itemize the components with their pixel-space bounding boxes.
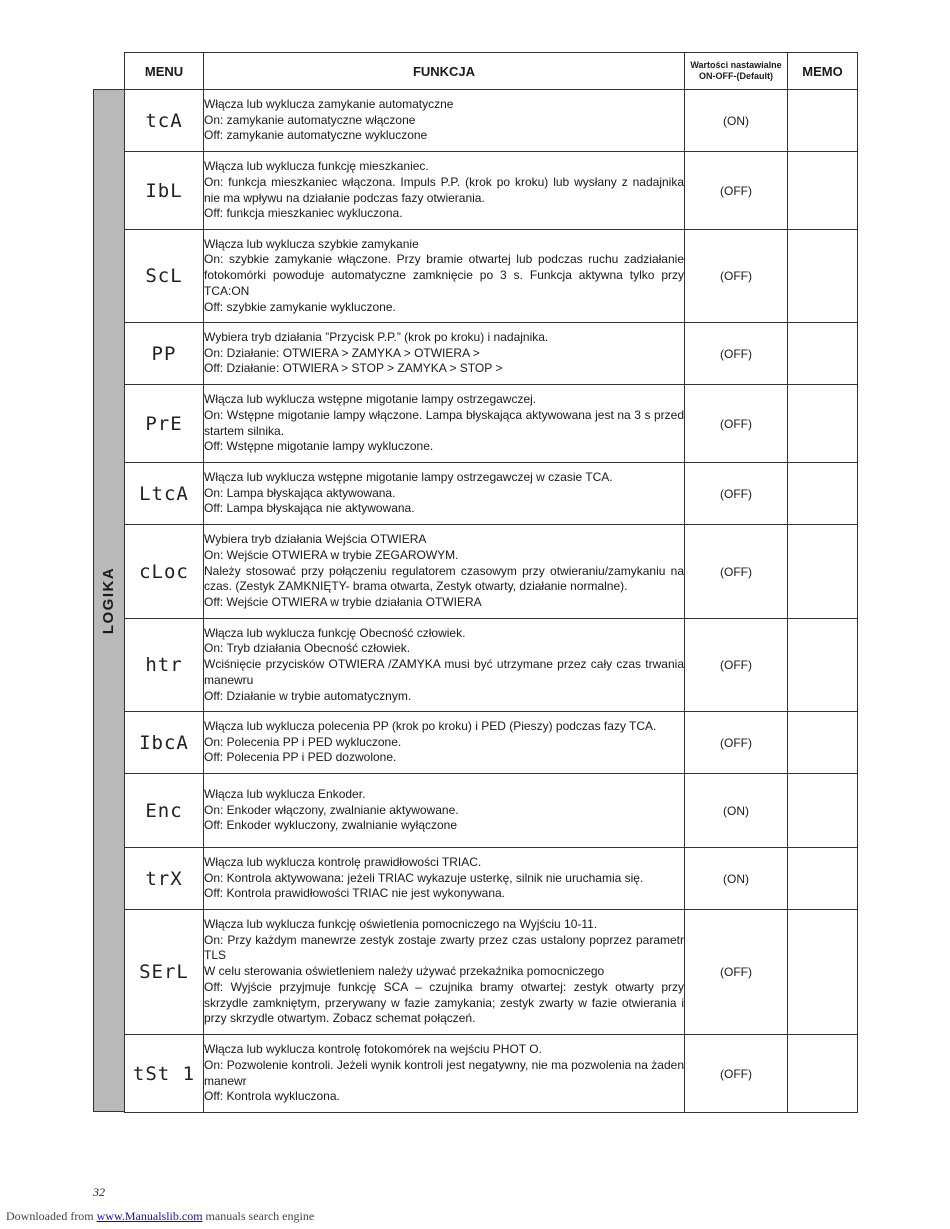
side-category-label: LOGIKA bbox=[100, 566, 118, 635]
default-value: (ON) bbox=[685, 848, 788, 910]
function-description bbox=[204, 848, 685, 910]
description-line: Wybiera tryb działania ”Przycisk P.P.” (krok po kroku) i nadajnika. bbox=[204, 329, 549, 344]
default-value: (OFF) bbox=[685, 323, 788, 385]
table-row bbox=[125, 910, 858, 1035]
description-line: Off: zamykanie automatyczne wykluczone bbox=[204, 128, 428, 143]
function-description bbox=[204, 525, 685, 619]
function-description bbox=[204, 1035, 685, 1113]
description-line: On: szybkie zamykanie włączone. Przy bramie otwartej lub podczas ruchu zadziałanie fotokomórki powoduje automatyczne zamknięcie po 3 s. Funkcja aktywna tylko przy TCA:ON bbox=[204, 252, 684, 298]
function-description bbox=[204, 90, 685, 152]
memo-cell bbox=[788, 90, 858, 152]
default-value: (OFF) bbox=[685, 910, 788, 1035]
header-function: FUNKCJA bbox=[204, 53, 685, 90]
menu-code: htr bbox=[125, 619, 204, 712]
menu-code: tSt 1 bbox=[125, 1035, 204, 1113]
description-line: Włącza lub wyklucza kontrolę prawidłowości TRIAC. bbox=[204, 854, 482, 869]
description-line: Off: Kontrola prawidłowości TRIAC nie jest wykonywana. bbox=[204, 886, 506, 901]
description-line: On: Kontrola aktywowana: jeżeli TRIAC wykazuje usterkę, silnik nie uruchamia się. bbox=[204, 870, 644, 885]
menu-code: PrE bbox=[125, 385, 204, 463]
function-description bbox=[204, 712, 685, 774]
description-line: Off: Wyjście przyjmuje funkcję SCA – czujnika bramy otwartej: zestyk otwarty przy skrzydle zamkniętym, przerywany w fazie zamykania; zestyk zwarty w fazie otwierania i przy skrzydle otwartym. Zobacz schemat połączeń. bbox=[204, 979, 684, 1026]
description-line: Off: Polecenia PP i PED dozwolone. bbox=[204, 750, 397, 765]
description-line: On: Enkoder włączony, zwalnianie aktywowane. bbox=[204, 802, 459, 817]
function-description bbox=[204, 323, 685, 385]
header-values-line1: Wartości nastawialne bbox=[690, 60, 782, 70]
table-header-row bbox=[125, 53, 858, 90]
table-row bbox=[125, 90, 858, 152]
description-line: Włącza lub wyklucza polecenia PP (krok po kroku) i PED (Pieszy) podczas fazy TCA. bbox=[204, 718, 657, 733]
default-value: (OFF) bbox=[685, 152, 788, 230]
default-value: (OFF) bbox=[685, 525, 788, 619]
default-value: (OFF) bbox=[685, 1035, 788, 1113]
memo-cell bbox=[788, 774, 858, 848]
description-line: On: Lampa błyskająca aktywowana. bbox=[204, 485, 396, 500]
description-line: Włącza lub wyklucza funkcję Obecność człowiek. bbox=[204, 625, 466, 640]
description-line: Off: Enkoder wykluczony, zwalnianie wyłączone bbox=[204, 818, 458, 833]
table-row bbox=[125, 323, 858, 385]
table-row bbox=[125, 712, 858, 774]
menu-code: IbcA bbox=[125, 712, 204, 774]
function-description bbox=[204, 152, 685, 230]
function-description bbox=[204, 463, 685, 525]
description-line: Włącza lub wyklucza zamykanie automatyczne bbox=[204, 96, 454, 111]
memo-cell bbox=[788, 525, 858, 619]
description-line: Włącza lub wyklucza funkcję mieszkaniec. bbox=[204, 159, 429, 174]
menu-code: Enc bbox=[125, 774, 204, 848]
table-row bbox=[125, 619, 858, 712]
description-line: Off: Wstępne migotanie lampy wykluczone. bbox=[204, 439, 434, 454]
description-line: Off: Wejście OTWIERA w trybie działania OTWIERA bbox=[204, 595, 482, 610]
description-line: On: Wejście OTWIERA w trybie ZEGAROWYM. bbox=[204, 547, 459, 562]
footer-prefix: Downloaded from bbox=[6, 1209, 94, 1223]
settings-table bbox=[124, 52, 858, 1113]
function-description bbox=[204, 619, 685, 712]
description-line: Włącza lub wyklucza wstępne migotanie lampy ostrzegawczej. bbox=[204, 392, 537, 407]
memo-cell bbox=[788, 1035, 858, 1113]
header-values bbox=[685, 53, 788, 90]
table-row bbox=[125, 848, 858, 910]
menu-code: SErL bbox=[125, 910, 204, 1035]
description-line: Off: Działanie: OTWIERA > STOP > ZAMYKA > STOP > bbox=[204, 361, 503, 376]
description-line: On: Polecenia PP i PED wykluczone. bbox=[204, 734, 402, 749]
description-line: Włącza lub wyklucza wstępne migotanie lampy ostrzegawczej w czasie TCA. bbox=[204, 469, 613, 484]
function-description bbox=[204, 230, 685, 323]
description-line: Off: szybkie zamykanie wykluczone. bbox=[204, 299, 396, 314]
description-line: W celu sterowania oświetleniem należy używać przekaźnika pomocniczego bbox=[204, 964, 605, 979]
description-line: Off: Kontrola wykluczona. bbox=[204, 1089, 340, 1104]
table-row bbox=[125, 152, 858, 230]
memo-cell bbox=[788, 152, 858, 230]
description-line: On: Działanie: OTWIERA > ZAMYKA > OTWIERA > bbox=[204, 345, 480, 360]
default-value: (OFF) bbox=[685, 712, 788, 774]
menu-code: PP bbox=[125, 323, 204, 385]
description-line: Włącza lub wyklucza Enkoder. bbox=[204, 786, 366, 801]
default-value: (ON) bbox=[685, 90, 788, 152]
default-value: (OFF) bbox=[685, 230, 788, 323]
side-category-label-wrap bbox=[93, 89, 125, 1112]
description-line: On: Wstępne migotanie lampy włączone. Lampa błyskająca aktywowana jest na 3 s przed startem silnika. bbox=[204, 407, 684, 438]
table-row bbox=[125, 525, 858, 619]
memo-cell bbox=[788, 848, 858, 910]
default-value: (OFF) bbox=[685, 619, 788, 712]
header-memo: MEMO bbox=[788, 53, 858, 90]
menu-code: tcA bbox=[125, 90, 204, 152]
description-line: Włącza lub wyklucza funkcję oświetlenia pomocniczego na Wyjściu 10-11. bbox=[204, 917, 598, 932]
menu-code: ScL bbox=[125, 230, 204, 323]
menu-code: IbL bbox=[125, 152, 204, 230]
table-row bbox=[125, 385, 858, 463]
default-value: (ON) bbox=[685, 774, 788, 848]
memo-cell bbox=[788, 463, 858, 525]
description-line: Włącza lub wyklucza szybkie zamykanie bbox=[204, 236, 419, 251]
menu-code: cLoc bbox=[125, 525, 204, 619]
table-row bbox=[125, 230, 858, 323]
function-description bbox=[204, 910, 685, 1035]
footer-link[interactable]: www.Manualslib.com bbox=[96, 1209, 203, 1223]
memo-cell bbox=[788, 619, 858, 712]
menu-code: LtcA bbox=[125, 463, 204, 525]
description-line: Off: Działanie w trybie automatycznym. bbox=[204, 688, 412, 703]
memo-cell bbox=[788, 230, 858, 323]
description-line: On: Przy każdym manewrze zestyk zostaje zwarty przez czas ustalony poprzez parametr TLS bbox=[204, 932, 684, 963]
memo-cell bbox=[788, 910, 858, 1035]
description-line: On: Tryb działania Obecność człowiek. bbox=[204, 641, 411, 656]
footer-suffix: manuals search engine bbox=[205, 1209, 315, 1223]
default-value: (OFF) bbox=[685, 385, 788, 463]
memo-cell bbox=[788, 712, 858, 774]
description-line: Wybiera tryb działania Wejścia OTWIERA bbox=[204, 532, 427, 547]
table-row bbox=[125, 1035, 858, 1113]
memo-cell bbox=[788, 385, 858, 463]
description-line: Należy stosować przy połączeniu regulatorem czasowym przy otwieraniu/zamykaniu na czas. (Zestyk ZAMKNIĘTY- brama otwarta, Zestyk otwarty, działanie normalne). bbox=[204, 563, 684, 594]
description-line: Wciśnięcie przycisków OTWIERA /ZAMYKA musi być utrzymane przez cały czas trwania manewru bbox=[204, 657, 684, 687]
default-value: (OFF) bbox=[685, 463, 788, 525]
table-row bbox=[125, 463, 858, 525]
description-line: On: zamykanie automatyczne włączone bbox=[204, 112, 416, 127]
description-line: On: funkcja mieszkaniec włączona. Impuls P.P. (krok po kroku) lub wysłany z nadajnika nie ma wpływu na działanie podczas fazy otwierania. bbox=[204, 174, 684, 205]
page-number: 32 bbox=[93, 1185, 105, 1199]
description-line: Włącza lub wyklucza kontrolę fotokomórek na wejściu PHOT O. bbox=[204, 1042, 542, 1057]
description-line: Off: Lampa błyskająca nie aktywowana. bbox=[204, 501, 415, 516]
memo-cell bbox=[788, 323, 858, 385]
header-values-line2: ON-OFF-(Default) bbox=[699, 71, 773, 81]
header-menu: MENU bbox=[125, 53, 204, 90]
description-line: Off: funkcja mieszkaniec wykluczona. bbox=[204, 206, 403, 221]
menu-code: trX bbox=[125, 848, 204, 910]
description-line: On: Pozwolenie kontroli. Jeżeli wynik kontroli jest negatywny, nie ma pozwolenia na żaden manewr bbox=[204, 1057, 684, 1088]
table-row bbox=[125, 774, 858, 848]
function-description bbox=[204, 385, 685, 463]
footer bbox=[6, 1209, 314, 1224]
function-description bbox=[204, 774, 685, 848]
